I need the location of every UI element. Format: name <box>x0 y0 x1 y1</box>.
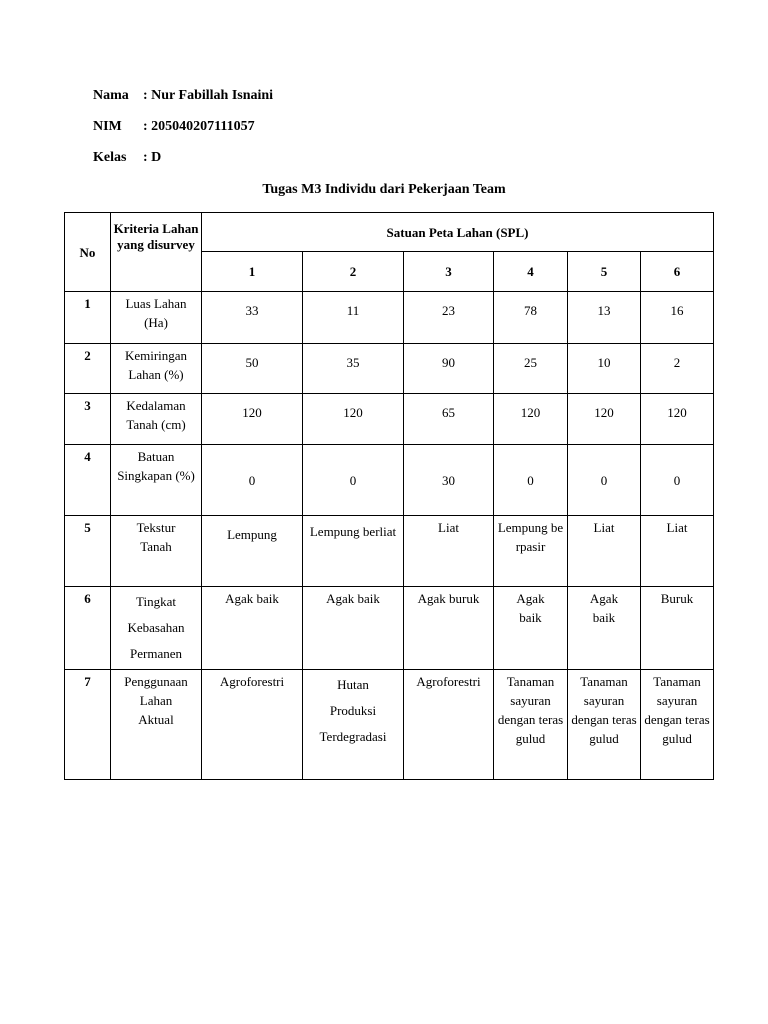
row-value: 23 <box>404 292 494 344</box>
spl-number: 6 <box>641 252 714 292</box>
row-number: 7 <box>65 670 111 780</box>
row-value: 16 <box>641 292 714 344</box>
row-value: Tanaman sayuran dengan teras gulud <box>641 670 714 780</box>
row-value: 33 <box>202 292 303 344</box>
row-value: 10 <box>568 344 641 394</box>
table-row <box>65 670 714 780</box>
nim-label: NIM <box>93 119 122 134</box>
row-kriteria: Batuan Singkapan (%) <box>111 445 202 516</box>
row-value: 120 <box>494 394 568 445</box>
table-row <box>65 394 714 445</box>
row-value: 13 <box>568 292 641 344</box>
row-value: Lempung berliat <box>303 516 404 587</box>
row-value: Lempung <box>202 516 303 587</box>
row-value: Tanaman sayuran dengan teras gulud <box>568 670 641 780</box>
table-row <box>65 344 714 394</box>
table-row <box>65 516 714 587</box>
row-value: 0 <box>303 445 404 516</box>
row-value: Liat <box>641 516 714 587</box>
kelas-label: Kelas <box>93 150 127 165</box>
row-value: Tanaman sayuran dengan teras gulud <box>494 670 568 780</box>
spl-number: 2 <box>303 252 404 292</box>
row-number: 4 <box>65 445 111 516</box>
row-kriteria: Kemiringan Lahan (%) <box>111 344 202 394</box>
row-value: 0 <box>494 445 568 516</box>
table-row <box>65 445 714 516</box>
row-value: 30 <box>404 445 494 516</box>
table-row <box>65 292 714 344</box>
row-value: 0 <box>568 445 641 516</box>
row-value: Agroforestri <box>202 670 303 780</box>
row-value: Lempung berpasir <box>494 516 568 587</box>
row-value: Buruk <box>641 587 714 670</box>
row-value: Agak buruk <box>404 587 494 670</box>
kelas-line <box>93 149 161 167</box>
spl-number: 4 <box>494 252 568 292</box>
row-number: 2 <box>65 344 111 394</box>
row-number: 6 <box>65 587 111 670</box>
row-number: 1 <box>65 292 111 344</box>
row-value: Hutan Produksi Terdegradasi <box>303 670 404 780</box>
row-value: 2 <box>641 344 714 394</box>
row-value: 65 <box>404 394 494 445</box>
spl-table <box>64 212 714 780</box>
row-value: 120 <box>303 394 404 445</box>
row-value: 0 <box>202 445 303 516</box>
row-value: 120 <box>568 394 641 445</box>
row-value: 90 <box>404 344 494 394</box>
row-value: 35 <box>303 344 404 394</box>
row-value: 120 <box>202 394 303 445</box>
row-value: Agak baik <box>202 587 303 670</box>
row-kriteria: Tekstur Tanah <box>111 516 202 587</box>
row-kriteria: Tingkat Kebasahan Permanen <box>111 587 202 670</box>
spl-number: 1 <box>202 252 303 292</box>
row-kriteria: Kedalaman Tanah (cm) <box>111 394 202 445</box>
row-value: 0 <box>641 445 714 516</box>
row-value: Agroforestri <box>404 670 494 780</box>
kelas-value: : D <box>143 150 162 165</box>
row-value: 120 <box>641 394 714 445</box>
spl-number: 3 <box>404 252 494 292</box>
header-kriteria: Kriteria Lahan yang disurvey <box>111 213 202 292</box>
row-value: 50 <box>202 344 303 394</box>
row-value: Agak baik <box>303 587 404 670</box>
row-number: 3 <box>65 394 111 445</box>
row-value: 78 <box>494 292 568 344</box>
row-value: Liat <box>404 516 494 587</box>
header-no: No <box>65 213 111 292</box>
nim-value: : 205040207111057 <box>143 119 255 134</box>
spl-number: 5 <box>568 252 641 292</box>
row-value: 11 <box>303 292 404 344</box>
row-value: Liat <box>568 516 641 587</box>
document-title: Tugas M3 Individu dari Pekerjaan Team <box>262 182 506 197</box>
row-value: 25 <box>494 344 568 394</box>
nim-line <box>93 118 255 136</box>
nama-label: Nama <box>93 88 129 103</box>
row-value: Agak baik <box>494 587 568 670</box>
nama-line <box>93 87 273 105</box>
row-kriteria: Penggunaan Lahan Aktual <box>111 670 202 780</box>
row-number: 5 <box>65 516 111 587</box>
header-spl: Satuan Peta Lahan (SPL) <box>202 213 714 252</box>
table-row <box>65 587 714 670</box>
row-value: Agak baik <box>568 587 641 670</box>
nama-value: : Nur Fabillah Isnaini <box>143 88 274 103</box>
row-kriteria: Luas Lahan (Ha) <box>111 292 202 344</box>
